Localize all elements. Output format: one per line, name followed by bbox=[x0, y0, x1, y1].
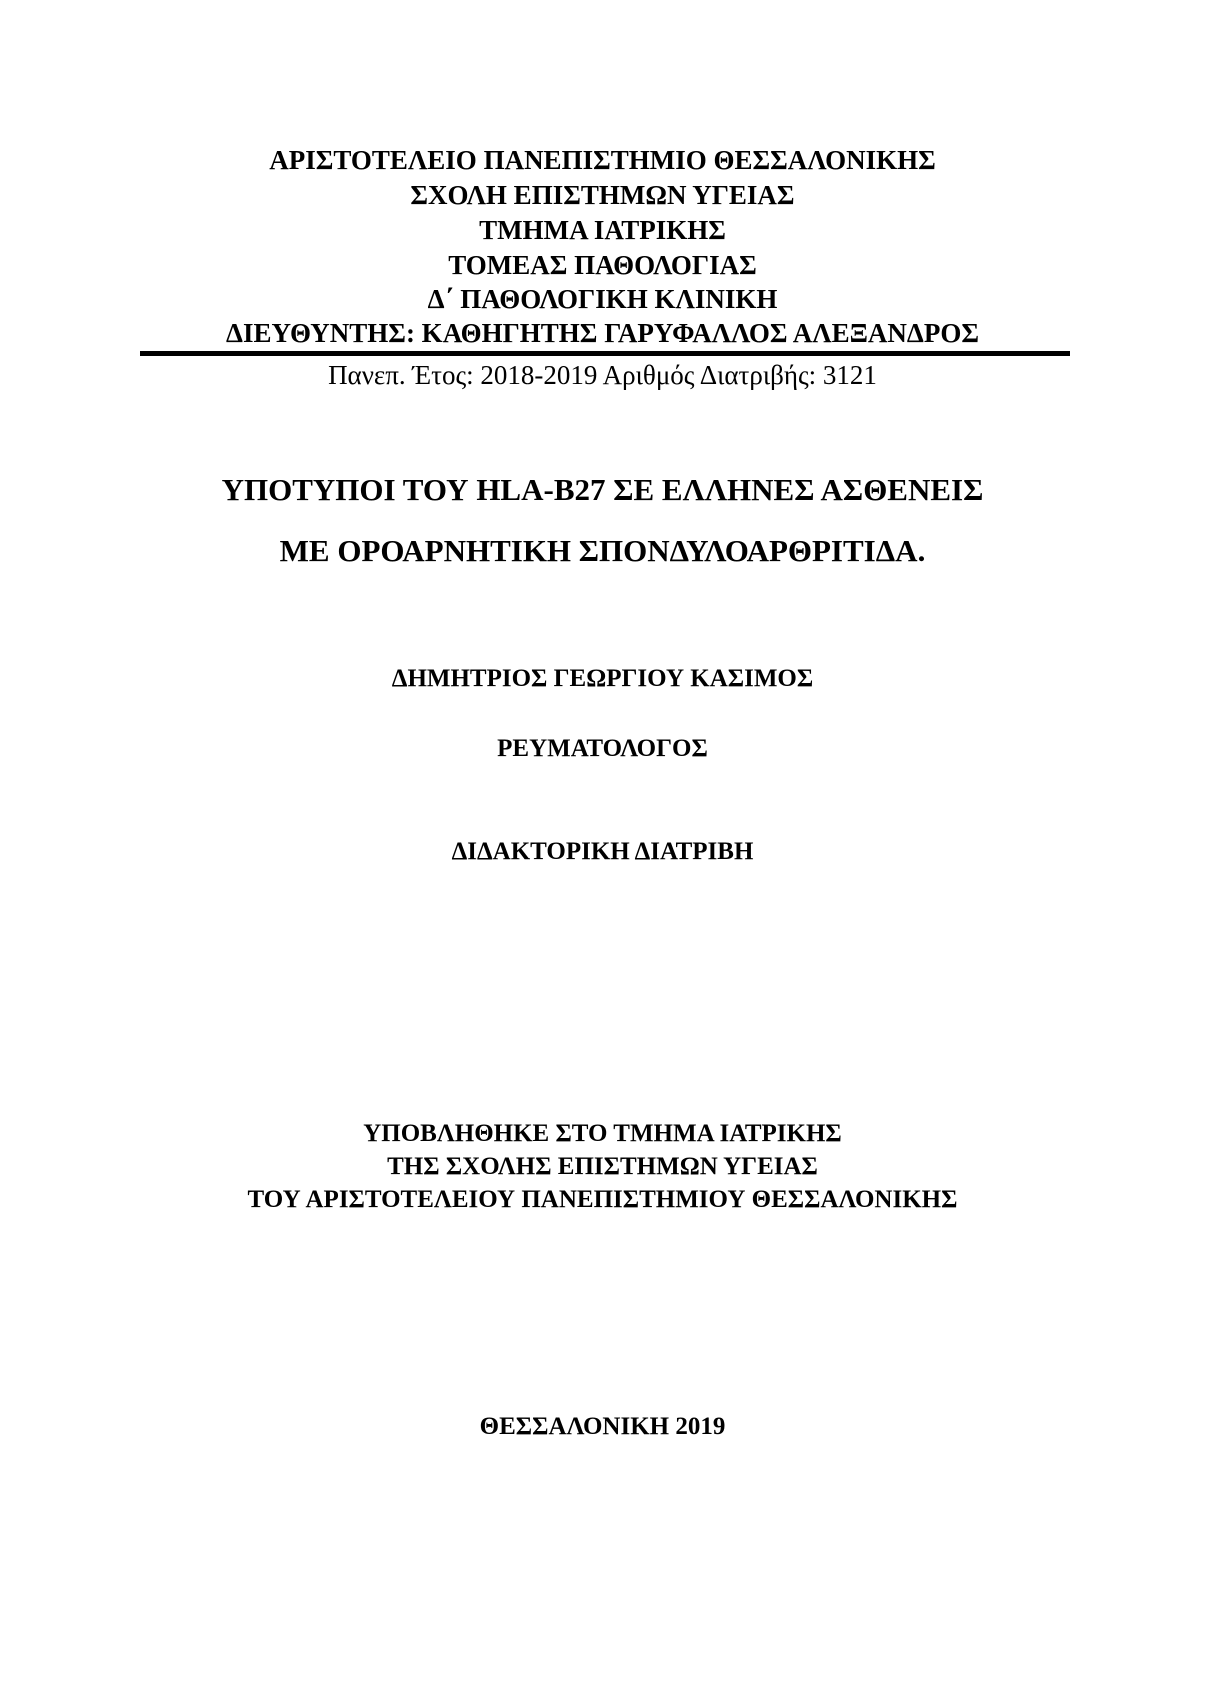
header-divider bbox=[140, 351, 1070, 356]
place-and-year: ΘΕΣΣΑΛΟΝΙΚΗ 2019 bbox=[479, 1413, 726, 1440]
university-heading: ΑΡΙΣΤΟΤΕΛΕΙΟ ΠΑΝΕΠΙΣΤΗΜΙΟ ΘΕΣΣΑΛΟΝΙΚΗΣ bbox=[269, 145, 936, 175]
department-heading: ΤΜΗΜΑ ΙΑΤΡΙΚΗΣ bbox=[479, 215, 726, 245]
academic-year-thesis-number: Πανεπ. Έτος: 2018-2019 Αριθμός Διατριβής: 3121 bbox=[328, 360, 877, 390]
thesis-title-line-2: ΜΕ ΟΡΟΑΡΝΗΤΙΚΗ ΣΠΟΝΔΥΛΟΑΡΘΡΙΤΙΔΑ. bbox=[279, 533, 926, 568]
clinic-heading: Δ΄ ΠΑΘΟΛΟΓΙΚΗ ΚΛΙΝΙΚΗ bbox=[427, 284, 778, 314]
author-specialty: ΡΕΥΜΑΤΟΛΟΓΟΣ bbox=[497, 735, 708, 762]
document-type: ΔΙΔΑΚΤΟΡΙΚΗ ΔΙΑΤΡΙΒΗ bbox=[451, 838, 754, 865]
director-heading: ΔΙΕΥΘΥΝΤΗΣ: ΚΑΘΗΓΗΤΗΣ ΓΑΡΥΦΑΛΛΟΣ ΑΛΕΞΑΝΔΡΟΣ bbox=[226, 318, 979, 348]
submission-line-1: ΥΠΟΒΛΗΘΗΚΕ ΣΤΟ ΤΜΗΜΑ ΙΑΤΡΙΚΗΣ bbox=[363, 1120, 842, 1147]
sector-heading: ΤΟΜΕΑΣ ΠΑΘΟΛΟΓΙΑΣ bbox=[448, 250, 757, 280]
thesis-title-line-1: ΥΠΟΤΥΠΟΙ ΤΟΥ HLA-B27 ΣΕ ΕΛΛΗΝΕΣ ΑΣΘΕΝΕΙΣ bbox=[221, 472, 984, 507]
school-heading: ΣΧΟΛΗ ΕΠΙΣΤΗΜΩΝ ΥΓΕΙΑΣ bbox=[410, 180, 795, 210]
author-name: ΔΗΜΗΤΡΙΟΣ ΓΕΩΡΓΙΟΥ ΚΑΣΙΜΟΣ bbox=[391, 665, 814, 692]
submission-line-3: ΤΟΥ ΑΡΙΣΤΟΤΕΛΕΙΟΥ ΠΑΝΕΠΙΣΤΗΜΙΟΥ ΘΕΣΣΑΛΟΝΙΚΗΣ bbox=[247, 1186, 958, 1213]
submission-line-2: ΤΗΣ ΣΧΟΛΗΣ ΕΠΙΣΤΗΜΩΝ ΥΓΕΙΑΣ bbox=[387, 1153, 818, 1180]
